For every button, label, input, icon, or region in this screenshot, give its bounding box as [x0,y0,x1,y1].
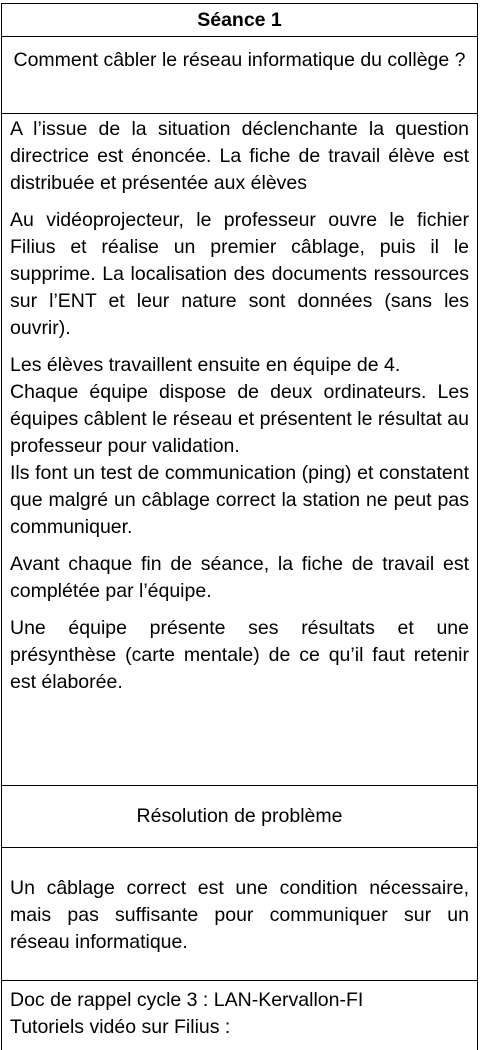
question-cell [1,36,478,114]
approach-label: Résolution de problème [136,805,343,827]
guiding-question: Comment câbler le réseau informatique du collège ? [13,49,466,71]
resource-link-lan[interactable]: Doc de rappel cycle 3 : LAN-Kervallon-FI [10,989,364,1011]
approach-cell [1,785,478,848]
activity-paragraph: A l’issue de la situation déclenchante la question directrice est énoncée. La fiche de travail élève est distribuée et présentée aux élèves [10,118,469,194]
activity-paragraph: Les élèves travaillent ensuite en équipe de 4. Chaque équipe dispose de deux ordinateurs. Les équipes câblent le réseau et présentent le résultat au professeur pour validation. Ils font un test de communication (ping) et constatent que malgré un câblage correct la station ne peut pas communiquer. [10,354,469,538]
resources-cell [1,980,478,1050]
session-title: Séance 1 [197,9,282,31]
conclusion-cell [1,847,478,981]
activities-cell [1,113,478,786]
title-cell [1,3,478,37]
conclusion-text: Un câblage correct est une condition nécessaire, mais pas suffisante pour communiquer sur un réseau informatique. [10,877,469,953]
activity-paragraph: Avant chaque fin de séance, la fiche de travail est complétée par l’équipe. [10,553,469,602]
resource-link-tutorials[interactable]: Tutoriels vidéo sur Filius : [10,1016,231,1038]
activity-paragraph: Une équipe présente ses résultats et une présynthèse (carte mentale) de ce qu’il faut retenir est élaborée. [10,617,469,693]
activity-paragraph: Au vidéoprojecteur, le professeur ouvre le fichier Filius et réalise un premier câblage, puis il le supprime. La localisation des documents ressources sur l’ENT et leur nature sont données (sans les ouvrir). [10,209,469,339]
